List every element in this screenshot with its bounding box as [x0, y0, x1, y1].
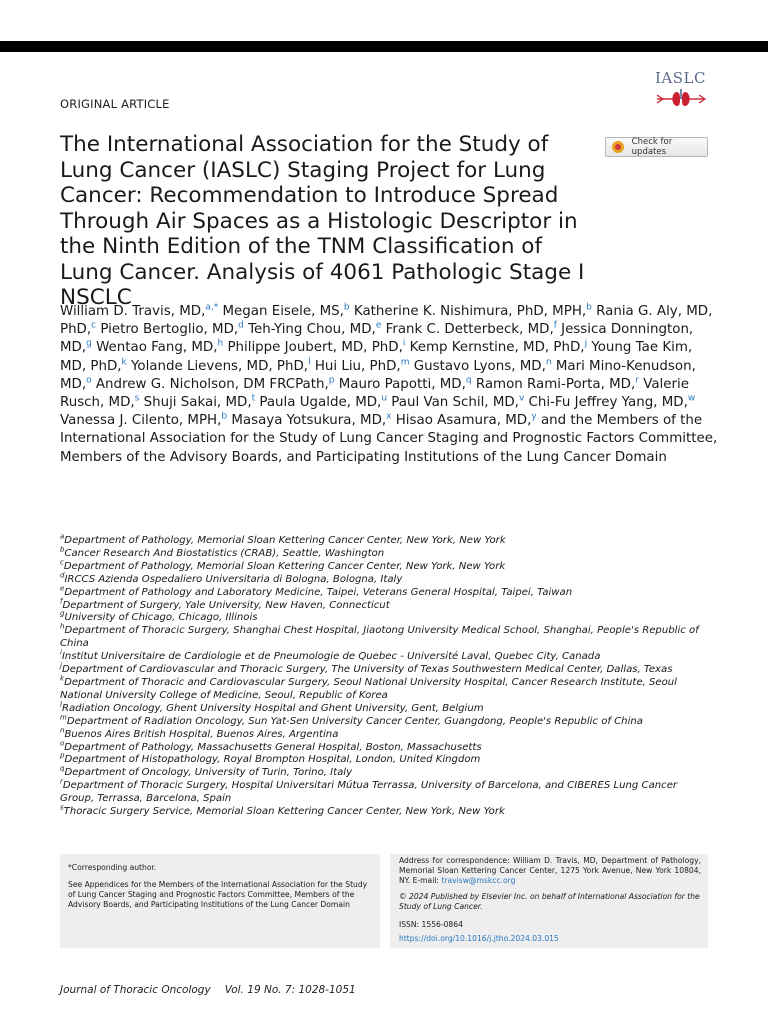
author-name: Paula Ugalde, MD,: [255, 395, 382, 411]
journal-footer: [60, 984, 356, 996]
issn: ISSN: 1556-0864: [399, 920, 463, 929]
logo-text: IASLC: [655, 69, 706, 87]
check-for-updates-label: Check for updates: [631, 137, 673, 157]
affiliation-item: [60, 700, 710, 716]
author-name: Valerie Rusch, MD,: [60, 376, 689, 411]
check-for-updates-button[interactable]: [605, 137, 708, 157]
author-affiliation-marker[interactable]: k: [121, 357, 127, 368]
author-name: Hisao Asamura, MD,: [391, 413, 532, 429]
author-name: Wentao Fang, MD,: [91, 340, 218, 356]
author-name: Ramon Rami-Porta, MD,: [471, 376, 636, 392]
affiliation-text: Institut Universitaire de Cardiologie et de Pneumologie de Quebec - Université Laval, Quebec City, Canada: [61, 651, 601, 663]
affiliation-key: p: [60, 752, 65, 761]
author-affiliation-marker[interactable]: w: [687, 393, 696, 404]
affiliation-item: [60, 764, 710, 780]
author-name: Yolande Lievens, MD, PhD,: [126, 358, 309, 374]
affiliation-item: [60, 622, 710, 651]
affiliation-text: Department of Thoracic Surgery, Hospital Universitari Mútua Terrassa, University of Barcelona, and CIBERES Lung Cancer Group, Terrassa, Barcelona, Spain: [60, 780, 678, 805]
affiliation-key: r: [60, 777, 63, 786]
affiliation-text: Department of Oncology, University of Turin, Torino, Italy: [64, 767, 353, 779]
author-name: Pietro Bertoglio, MD,: [96, 322, 239, 338]
author-affiliation-marker[interactable]: s: [134, 393, 140, 404]
top-rule: [0, 41, 768, 52]
affiliation-item: [60, 803, 710, 819]
author-affiliation-marker[interactable]: h: [217, 338, 224, 349]
author-list: [60, 303, 720, 467]
affiliation-key: l: [60, 700, 62, 709]
affiliation-item: [60, 674, 710, 703]
author-name: Hui Liu, PhD,: [310, 358, 401, 374]
affiliation-item: [60, 571, 710, 587]
author-affiliation-marker[interactable]: g: [86, 338, 92, 349]
author-affiliation-marker[interactable]: v: [518, 393, 525, 404]
affiliation-item: [60, 597, 710, 613]
author-name: Mauro Papotti, MD,: [334, 376, 466, 392]
affiliation-key: j: [60, 661, 62, 670]
affiliations-list: [60, 532, 710, 819]
author-name: Kemp Kernstine, MD, PhD,: [405, 340, 585, 356]
affiliation-text: Department of Histopathology, Royal Brompton Hospital, London, United Kingdom: [64, 754, 481, 766]
author-affiliation-marker[interactable]: d: [238, 320, 244, 331]
address-text: Address for correspondence: William D. Travis, MD, Department of Pathology, Memorial Sloan Kettering Cancer Center, 1275 York Avenue, New York 10804, NY. E-mail:: [399, 856, 701, 885]
affiliation-key: a: [60, 532, 65, 541]
author-name: Gustavo Lyons, MD,: [409, 358, 546, 374]
section-label: ORIGINAL ARTICLE: [60, 97, 170, 111]
authors-tail: and the Members of the International Association for the Study of Lung Cancer Staging and Prognostic Factors Committee, Members of the Advisory Boards, and Participating Institutions of the Lung Cancer Domain: [60, 413, 718, 465]
author-affiliation-marker[interactable]: t: [251, 393, 256, 404]
doi-link[interactable]: https://doi.org/10.1016/j.jtho.2024.03.015: [399, 934, 559, 943]
affiliation-text: IRCCS Azienda Ospedaliero Universitaria di Bologna, Bologna, Italy: [64, 573, 403, 585]
author-affiliation-marker[interactable]: e: [375, 320, 382, 331]
author-name: Vanessa J. Cilento, MPH,: [60, 413, 222, 429]
affiliation-text: Thoracic Surgery Service, Memorial Sloan Kettering Cancer Center, New York, New York: [63, 806, 505, 818]
appendix-note: See Appendices for the Members of the International Association for the Study of Lung Cancer Staging and Prognostic Factors Committee, Members of the Advisory Boards, and Participating Institutions of the Lung Cancer Domain: [68, 880, 368, 909]
affiliation-text: Buenos Aires British Hospital, Buenos Aires, Argentina: [64, 728, 339, 740]
affiliation-text: Department of Pathology, Memorial Sloan Kettering Cancer Center, New York, New York: [63, 560, 506, 572]
author-name: Shuji Sakai, MD,: [139, 395, 252, 411]
affiliation-item: [60, 532, 710, 548]
author-name: Chi-Fu Jeffrey Yang, MD,: [524, 395, 688, 411]
author-affiliation-marker[interactable]: b: [221, 411, 228, 422]
affiliation-key: d: [60, 571, 65, 580]
footnote-box-right: [390, 854, 708, 948]
author-name: William D. Travis, MD,: [60, 304, 206, 319]
author-affiliation-marker[interactable]: y: [531, 411, 537, 422]
affiliation-text: University of Chicago, Chicago, Illinois: [64, 612, 258, 624]
iaslc-logo-icon: [655, 88, 707, 108]
author-name: Philippe Joubert, MD, PhD,: [223, 340, 403, 356]
affiliation-text: Department of Thoracic and Cardiovascular Surgery, Seoul National University Hospital, Cancer Research Institute, Seoul National University College of Medicine, Seoul, Republic of Korea: [60, 676, 677, 701]
affiliation-key: e: [60, 584, 65, 593]
corresponding-author-note: *Corresponding author.: [68, 863, 157, 872]
affiliation-item: [60, 713, 710, 729]
affiliation-item: [60, 754, 710, 767]
email-link[interactable]: travisw@mskcc.org: [441, 876, 516, 885]
author-affiliation-marker[interactable]: b: [343, 302, 350, 313]
author-name: Young Tae Kim, MD, PhD,: [60, 340, 693, 374]
affiliation-key: q: [60, 764, 65, 773]
author-affiliation-marker[interactable]: l: [308, 357, 311, 368]
affiliation-item: [60, 584, 710, 600]
author-affiliation-marker[interactable]: f: [553, 320, 557, 331]
copyright-note: © 2024 Published by Elsevier Inc. on behalf of International Association for the Study of Lung Cancer.: [399, 892, 700, 911]
iaslc-logo: [651, 69, 711, 113]
affiliation-text: Department of Pathology and Laboratory Medicine, Taipei, Veterans General Hospital, Taipei, Taiwan: [64, 586, 573, 598]
volume-pages: Vol. 19 No. 7: 1028-1051: [224, 984, 356, 996]
affiliation-text: Department of Surgery, Yale University, New Haven, Connecticut: [62, 599, 390, 611]
affiliation-text: Department of Radiation Oncology, Sun Yat-Sen University Cancer Center, Guangdong, People's Republic of China: [66, 715, 643, 727]
affiliation-key: o: [60, 739, 65, 748]
author-name: Rania G. Aly, MD, PhD,: [60, 304, 713, 338]
author-affiliation-marker[interactable]: n: [545, 357, 552, 368]
affiliation-item: [60, 558, 710, 574]
author-affiliation-marker[interactable]: r: [635, 375, 639, 386]
author-affiliation-marker[interactable]: u: [381, 393, 388, 404]
author-name: Paul Van Schil, MD,: [387, 395, 519, 411]
author-affiliation-marker[interactable]: i: [402, 338, 406, 349]
affiliation-key: n: [60, 726, 65, 735]
author-name: Masaya Yotsukura, MD,: [227, 413, 387, 429]
author-affiliation-marker[interactable]: q: [465, 375, 472, 386]
affiliation-key: b: [60, 545, 65, 554]
author-affiliation-marker[interactable]: b: [586, 302, 592, 313]
author-affiliation-marker[interactable]: a,*: [205, 302, 219, 313]
author-name: Andrew G. Nicholson, DM FRCPath,: [91, 376, 329, 392]
author-affiliation-marker[interactable]: p: [328, 375, 335, 386]
check-for-updates-icon: [612, 141, 624, 153]
affiliation-key: m: [60, 713, 67, 722]
footnote-box-left: [60, 854, 380, 948]
affiliation-key: s: [60, 803, 64, 812]
affiliation-text: Department of Cardiovascular and Thoracic Surgery, The University of Texas Southwestern Medical Center, Dallas, Texas: [61, 664, 673, 676]
affiliation-text: Department of Pathology, Massachusetts General Hospital, Boston, Massachusetts: [64, 741, 482, 753]
author-affiliation-marker[interactable]: j: [584, 338, 588, 349]
author-name: Frank C. Detterbeck, MD,: [381, 322, 554, 338]
author-affiliation-marker[interactable]: o: [86, 375, 92, 386]
affiliation-key: k: [60, 674, 65, 683]
affiliation-text: Department of Pathology, Memorial Sloan Kettering Cancer Center, New York, New York: [64, 535, 506, 546]
author-name: Teh-Ying Chou, MD,: [243, 322, 376, 338]
author-name: Katherine K. Nishimura, PhD, MPH,: [349, 304, 587, 319]
author-name: Megan Eisele, MS,: [218, 304, 344, 319]
affiliation-item: [60, 777, 710, 806]
affiliation-key: i: [60, 648, 62, 657]
author-affiliation-marker[interactable]: c: [91, 320, 97, 331]
affiliation-item: [60, 661, 710, 677]
affiliation-key: c: [60, 558, 64, 567]
article-title: The International Association for the Study of Lung Cancer (IASLC) Staging Project for Lung Cancer: Recommendation to Introduce Spread Through Air Spaces as a Histologic Descriptor in the Ninth Edition of the TNM Classification of Lung Cancer. Analysis of 4061 Pathologic Stage I NSCLC: [60, 132, 585, 310]
affiliation-text: Department of Thoracic Surgery, Shanghai Chest Hospital, Jiaotong University Medical School, Shanghai, People's Republic of China: [60, 625, 699, 650]
affiliation-item: [60, 612, 710, 625]
affiliation-key: g: [60, 610, 65, 619]
author-name: Jessica Donnington, MD,: [60, 322, 694, 356]
affiliation-item: [60, 739, 710, 755]
author-affiliation-marker[interactable]: m: [400, 357, 410, 368]
journal-name: Journal of Thoracic Oncology: [60, 984, 211, 996]
affiliation-text: Cancer Research And Biostatistics (CRAB), Seattle, Washington: [64, 547, 385, 559]
correspondence-address: [399, 856, 701, 886]
affiliation-key: f: [60, 597, 63, 606]
affiliation-item: [60, 648, 710, 664]
author-name: Mari Mino-Kenudson, MD,: [60, 358, 696, 392]
affiliation-item: [60, 545, 710, 561]
author-affiliation-marker[interactable]: x: [386, 411, 392, 422]
affiliation-key: h: [60, 622, 65, 631]
affiliation-text: Radiation Oncology, Ghent University Hospital and Ghent University, Gent, Belgium: [61, 702, 484, 714]
affiliation-item: [60, 726, 710, 742]
